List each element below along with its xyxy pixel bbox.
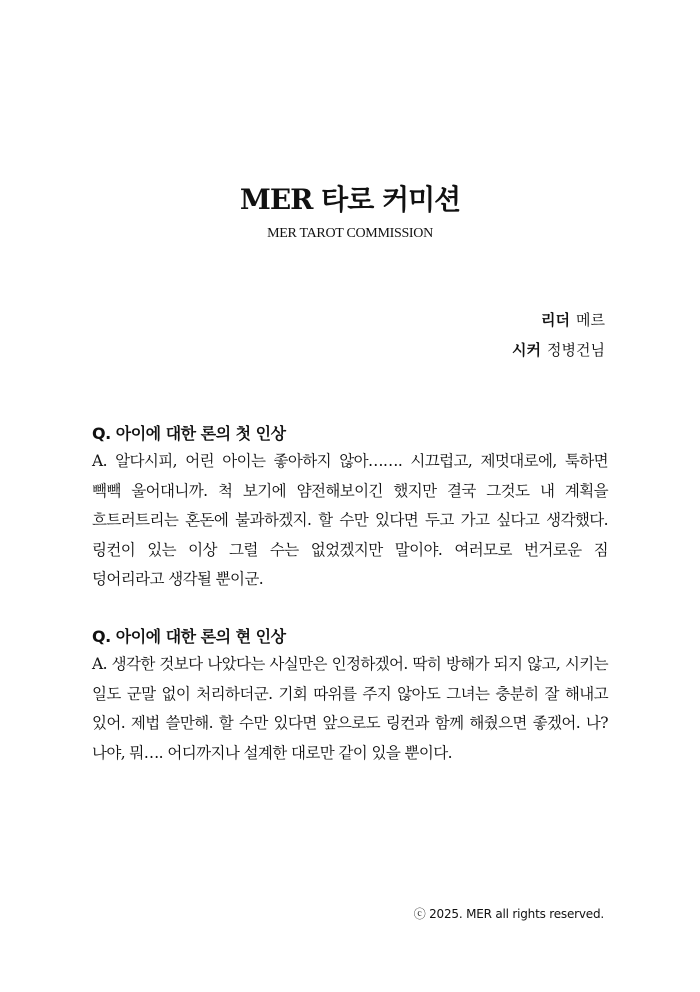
answer-paragraph: A. 알다시피, 어린 아이는 좋아하지 않아……. 시끄럽고, 제멋대로에, 툭하면 빽빽 울어대니까. 척 보기에 얌전해보이긴 했지만 결국 그것도 내 계획을 흐트러트리는 혼돈에 불과하겠지. 할 수만 있다면 두고 가고 싶다고 생각했다. 링컨이 있는 이상 그럴 수는 없었겠지만 말이야. 여러모로 번거로운 짐 덩어리라고 생각될 뿐이군.	[92, 452, 608, 589]
question-heading: Q. 아이에 대한 론의 첫 인상	[92, 424, 286, 443]
seeker-credit	[512, 335, 605, 365]
question-heading: Q. 아이에 대한 론의 현 인상	[92, 627, 286, 646]
reader-name: 메르	[576, 311, 605, 329]
seeker-role-label: 시커	[512, 341, 542, 359]
reader-credit	[512, 305, 605, 335]
reader-role-label: 리더	[541, 311, 571, 329]
answer-paragraph: A. 생각한 것보다 나았다는 사실만은 인정하겠어. 딱히 방해가 되지 않고, 시키는 일도 군말 없이 처리하더군. 기회 따위를 주지 않아도 그녀는 충분히 잘 해내고 있어. 제법 쓸만해. 할 수만 있다면 앞으로도 링컨과 함께 해줬으면 좋겠어. 나? 나야, 뭐…. 어디까지나 설계한 대로만 같이 있을 뿐이다.	[92, 655, 608, 762]
seeker-name: 정병건님	[547, 341, 605, 359]
copyright-footer: ⓒ 2025. MER all rights reserved.	[413, 907, 604, 921]
page-title: MER 타로 커미션	[239, 183, 461, 216]
page-subtitle: MER TAROT COMMISSION	[267, 226, 433, 241]
qa-section-first-impression	[92, 421, 608, 595]
qa-section-current-impression	[92, 624, 608, 768]
credits-block	[512, 305, 605, 365]
